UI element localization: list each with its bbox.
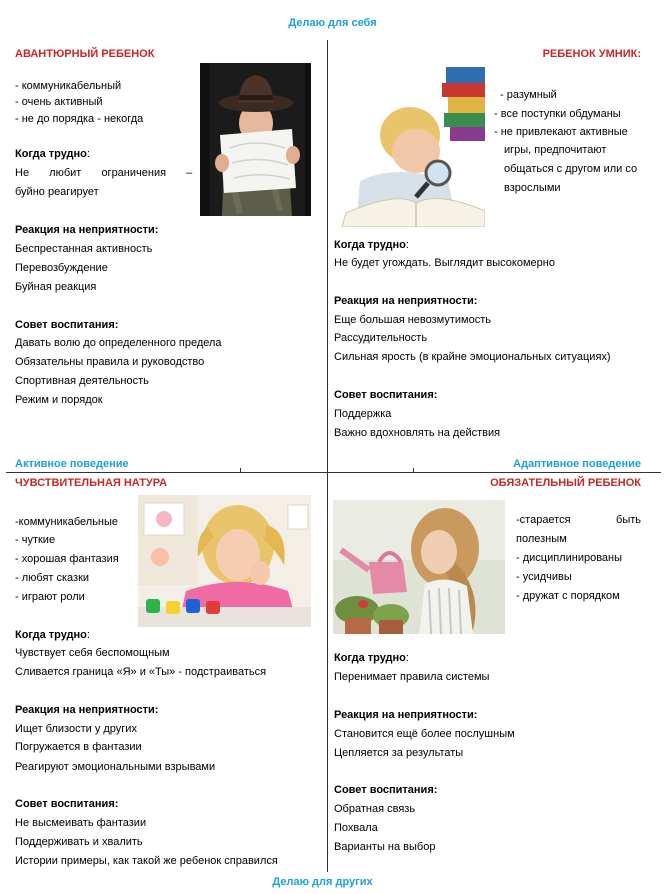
q4-trait: полезным <box>516 533 567 545</box>
q1-advice-label: Совет воспитания: <box>15 319 119 331</box>
q3-advice-label: Совет воспитания: <box>15 798 119 810</box>
q3-advice-item: Не высмеивать фантазии <box>15 817 147 829</box>
q1-hard-line-justified <box>15 166 193 181</box>
obliging-child-photo <box>333 500 505 634</box>
q1-reaction-item: Буйная реакция <box>15 281 97 293</box>
q4-hard-label: Когда трудно <box>334 652 406 664</box>
header-top: Делаю для себя <box>288 17 377 29</box>
divider-tick <box>240 468 241 473</box>
q4-reaction-label: Реакция на неприятности: <box>334 709 478 721</box>
q2-hard-heading <box>334 238 409 253</box>
q2-trait: игры, предпочитают <box>504 144 607 156</box>
q2-reaction-item: Рассудительность <box>334 332 428 344</box>
q2-reaction-label: Реакция на неприятности: <box>334 295 478 307</box>
q4-trait: - усидчивы <box>516 571 572 583</box>
q4-trait: - дружат с порядком <box>516 590 620 602</box>
q1-reaction-item: Перевозбуждение <box>15 262 108 274</box>
q1-reaction-label: Реакция на неприятности: <box>15 224 159 236</box>
q3-reaction-label: Реакция на неприятности: <box>15 704 159 716</box>
q3-trait: - играют роли <box>15 591 85 603</box>
q2-advice-label: Совет воспитания: <box>334 389 438 401</box>
q2-hard-line: Не будет угождать. Выглядит высокомерно <box>334 257 555 269</box>
q2-advice-item: Поддержка <box>334 408 392 420</box>
horizontal-divider <box>6 472 661 473</box>
q2-trait: общаться с другом или со <box>504 163 638 175</box>
q2-trait: - не привлекают активные <box>494 126 628 138</box>
q3-trait: - любят сказки <box>15 572 90 584</box>
divider-tick <box>413 468 414 473</box>
q1-title: АВАНТЮРНЫЙ РЕБЕНОК <box>15 48 155 60</box>
q2-trait: - разумный <box>500 89 557 101</box>
q2-hard-label: Когда трудно <box>334 239 406 251</box>
q4-hard-heading <box>334 651 409 666</box>
q1-hard-line: Не любит ограничения – <box>15 167 193 179</box>
q1-advice-item: Давать волю до определенного предела <box>15 337 222 349</box>
q1-advice-item: Спортивная деятельность <box>15 375 149 387</box>
q3-trait: -коммуникабельные <box>15 516 119 528</box>
q1-hard-heading <box>15 147 90 162</box>
q4-advice-item: Обратная связь <box>334 803 416 815</box>
q3-reaction-item: Реагируют эмоциональными взрывами <box>15 761 216 773</box>
q3-reaction-item: Ищет близости у других <box>15 723 137 735</box>
q2-trait: - все поступки обдуманы <box>494 108 621 120</box>
q3-hard-colon: : <box>86 629 90 641</box>
q4-trait-first-line <box>516 513 641 528</box>
q4-reaction-item: Цепляется за результаты <box>334 747 464 759</box>
q2-title: РЕБЕНОК УМНИК: <box>542 48 641 60</box>
q2-reaction-item: Сильная ярость (в крайне эмоциональных ситуациях) <box>334 351 611 363</box>
q2-trait: взрослыми <box>504 182 561 194</box>
q3-reaction-item: Погружается в фантазии <box>15 741 142 753</box>
q1-advice-item: Режим и порядок <box>15 394 103 406</box>
q4-reaction-item: Становится ещё более послушным <box>334 728 515 740</box>
q3-advice-item: Истории примеры, как такой же ребенок справился <box>15 855 278 867</box>
q1-hard-line: буйно реагирует <box>15 186 99 198</box>
q3-title: ЧУВСТВИТЕЛЬНАЯ НАТУРА <box>15 477 168 489</box>
header-bottom: Делаю для других <box>272 876 373 888</box>
q4-hard-colon: : <box>405 652 409 664</box>
q2-advice-item: Важно вдохновлять на действия <box>334 427 501 439</box>
q3-hard-line: Сливается граница «Я» и «Ты» - подстраиваться <box>15 666 267 678</box>
q2-hard-colon: : <box>405 239 409 251</box>
vertical-divider <box>327 40 328 872</box>
q1-hard-colon: : <box>86 148 90 160</box>
q4-trait-right: быть <box>616 514 641 526</box>
q4-trait-left: -старается <box>516 514 571 526</box>
q3-hard-heading <box>15 628 90 643</box>
axis-label-adaptive: Адаптивное поведение <box>513 458 641 470</box>
q4-title: ОБЯЗАТЕЛЬНЫЙ РЕБЕНОК <box>490 477 641 489</box>
axis-label-active: Активное поведение <box>15 458 129 470</box>
q4-advice-item: Варианты на выбор <box>334 841 436 853</box>
q4-trait: - дисциплинированы <box>516 552 623 564</box>
q3-advice-item: Поддерживать и хвалить <box>15 836 143 848</box>
q4-hard-line: Перенимает правила системы <box>334 671 490 683</box>
adventurous-child-photo <box>200 63 311 216</box>
q3-trait: - хорошая фантазия <box>15 553 119 565</box>
q4-advice-label: Совет воспитания: <box>334 784 438 796</box>
q1-hard-label: Когда трудно <box>15 148 87 160</box>
q4-advice-item: Похвала <box>334 822 378 834</box>
q3-hard-line: Чувствует себя беспомощным <box>15 647 170 659</box>
q1-reaction-item: Беспрестанная активность <box>15 243 153 255</box>
q1-trait: - коммуникабельный <box>15 80 122 92</box>
q3-trait: - чуткие <box>15 534 56 546</box>
q3-hard-label: Когда трудно <box>15 629 87 641</box>
q1-trait: - не до порядка - некогда <box>15 113 144 125</box>
q1-advice-item: Обязательны правила и руководство <box>15 356 205 368</box>
q1-trait: - очень активный <box>15 96 103 108</box>
clever-child-photo <box>338 63 485 227</box>
q2-reaction-item: Еще большая невозмутимость <box>334 314 491 326</box>
sensitive-child-photo <box>138 495 311 627</box>
